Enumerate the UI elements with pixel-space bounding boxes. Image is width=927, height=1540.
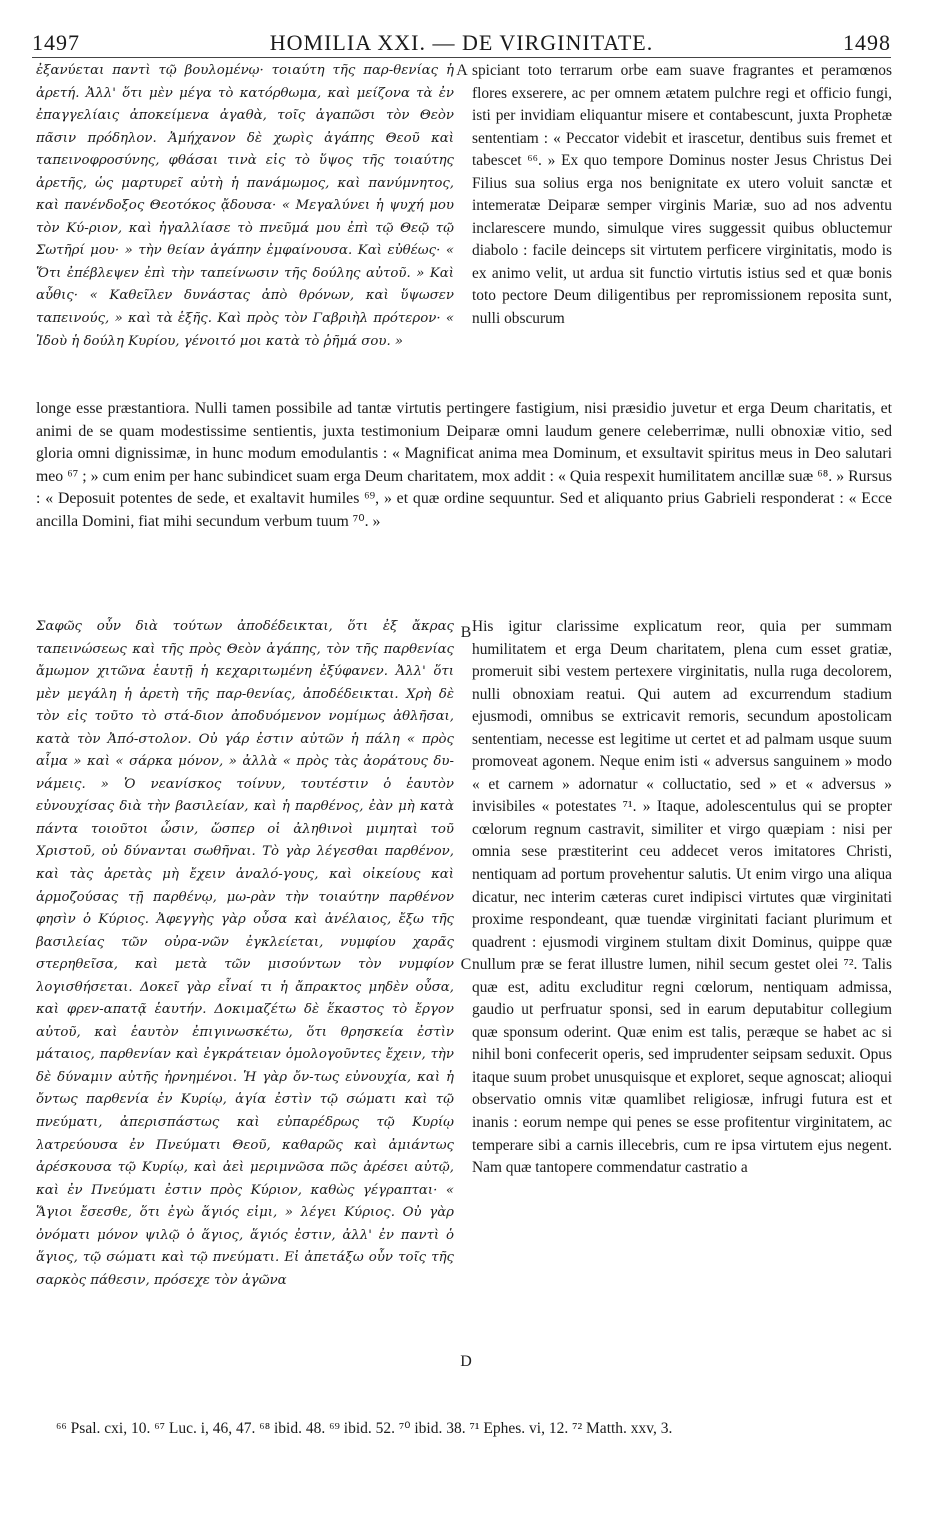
footnotes: ⁶⁶ Psal. cxi, 10. ⁶⁷ Luc. i, 46, 47. ⁶⁸ ibid. 48. ⁶⁹ ibid. 52. ⁷⁰ ibid. 38. ⁷¹ Ephes. vi, 12. ⁷² Matth. xxv, 3. (56, 1420, 673, 1437)
page-number-right: 1498 (843, 30, 891, 55)
latin-column-bottom: His igitur clarissime explicatum reor, quia per summam humilitatem et erga Deum charitatem, plena cum esset gratiæ, promeruit sibi vestem pertexere virginitatis, nulla ruga decolorem, nulli obnoxiam reatui. Qui autem ad excurrendum stadium ejusmodi, omnibus se extricavit remoris, secundum apostolicam sententiam, necesse est legitime ut certet et ad palmam usque suum promoveat agonem. Neque enim isti « adversus sanguinem » modo « et carnem » adornatur « colluctatio, sed » et « adversus » invisibiles « potestates ⁷¹. » Itaque, adolescentulus qui se propter cœlorum regnum castravit, similiter et virgo quæpiam : nisi per omnia sese præstiterint ceu addecet veros imitatores Christi, nentiquam ad portum provehentur salutis. Ut enim virgo una aliqua dicatur, nec interim cæteras curet indipisci virtutes quæ virginitati proxime respondeant, quæ tuendæ virginitati faciant plurimum et quadrent : ejusmodi virginem stultam dixit Dominus, quippe quæ nullum præ se ferat illustre lumen, nihil secum gestet olei ⁷². Talis quæ est, aditu excluditur regni cœlorum, nentiquam admissa, gaudio ut perfruatur sponsi, sed in earum deputabitur collegium quæ sponsum oderint. Quæ enim est talis, peræque se habet ac si nihil boni confecerit operis, sed imprudenter seipsam seduxit. Opus itaque suum probet unusquisque et exploret, seque agnoscat; alioqui observatio omnis vitæ quamlibet religiosæ, infrugi futura est et inanis : eorum nempe qui penes se esse profitentur virginitatem, ac temperare sibi a carnis illecebris, cum re ipsa virtutem ejus negent. Nam quæ tantopere commendatur castratio a (472, 618, 892, 1177)
latin-column-top: spiciant toto terrarum orbe eam suave fragrantes et peramœnos flores exserere, ac per omnem ætatem pulchre regi et officio fungi, isti per invidiam eliquantur misere et contabescunt, juxta Prophetæ sententiam : « Peccator videbit et irascetur, dentibus suis fremet et tabescet ⁶⁶. » Ex quo tempore Dominus noster Jesus Christus Dei Filius sua solius erga nos benignitate ex utero voluit sanctæ et intemeratæ Deiparæ semper virginis Mariæ, suo ad nos adventu inclarescere mundo, simulque vires suggessit quibus obluctemur diabolo : facile deinceps sit virtutem perficere virginitatis, modo is ex animo velit, ut ardua sit functio virtutis istius sed et quæ bonis toto pectore Deum diligentibus per repromissionem reposita sunt, nulli obscurum (472, 62, 892, 328)
header-rule (32, 57, 891, 58)
latin-full-width-block: longe esse præstantiora. Nulli tamen possibile ad tantæ virtutis pertingere fastigium, nisi præsidio juvetur et erga Deum charitatis, et animi de se quam modestissime sentientis, juxta testimonium Deiparæ omni laudum genere celeberrimæ, nulli obnoxiæ vitio, sed gloria omni dignissimæ, in hunc modum emodulantis : « Magnificat anima mea Dominum, et exsultavit spiritus meus in Deo salutari meo ⁶⁷ ; » cum enim per hanc subindicet suam erga Deum charitatem, mox addit : « Quia respexit humilitatem ancillæ suæ ⁶⁸. » Rursus : « Deposuit potentes de sede, et exaltavit humiles ⁶⁹, » et quæ ordine sequuntur. Sed et aliquanto prius Gabrieli responderat : « Ecce ancilla Domini, fiat mihi secundum verbum tuum ⁷⁰. » (36, 400, 892, 530)
margin-letter-c: C (460, 956, 472, 973)
page-number-left: 1497 (32, 30, 80, 55)
greek-column-bottom: Σαφῶς οὖν διὰ τούτων ἀποδέδεικται, ὅτι ἐξ ἄκρας ταπεινώσεως καὶ τῆς πρὸς Θεὸν ἀγάπης, τὸν τῆς παρθενίας ἄμωμον χιτῶνα ἑαυτῇ ἡ κεχαριτωμένη ἐξύφανεν. Ἀλλ' ὅτι μὲν μεγάλη ἡ ἀρετὴ τῆς παρ-θενίας, ἀποδέδεικται. Χρὴ δὲ τὸν εἰς τοῦτο τὸ στά-διον ἀποδυόμενον νομίμως ἀθλῆσαι, κατὰ τὸν Ἀπό-στολον. Οὐ γάρ ἐστιν αὐτῶν ἡ πάλη « πρὸς αἷμα » καὶ « σάρκα μόνον, » ἀλλὰ « πρὸς τὰς ἀοράτους δυ-νάμεις. » Ὁ νεανίσκος τοίνυν, τουτέστιν ὁ ἑαυτὸν εὐνουχίσας διὰ τὴν βασιλείαν, καὶ ἡ παρθένος, ἐὰν μὴ κατὰ πάντα τοιοῦτοι ὦσιν, ὥσπερ οἱ ἀληθινοὶ μιμηταὶ τοῦ Χριστοῦ, οὐ δύνανται σωθῆναι. Τὸ γὰρ λέγεσθαι παρθένον, καὶ τὰς ἀρετὰς μὴ ἔχειν ἀναλό-γους, καὶ οἰκείους καὶ ἁρμοζούσας τῇ παρθένῳ, μω-ρὰν τὴν τοιαύτην παρθένον φησὶν ὁ Κύριος. Ἀφεγγὴς γὰρ οὖσα καὶ ἀνέλαιος, ἔξω τῆς βασιλείας τῶν οὐρα-νῶν ἐγκλείεται, νυμφίου χαρᾶς στερηθεῖσα, καὶ μετὰ τῶν μισούντων τὸν νυμφίον λογισθήσεται. Δοκεῖ γὰρ εἶναί τι ἡ ἄπρακτος μηδὲν οὖσα, καὶ φρεν-απατᾷ ἑαυτήν. Δοκιμαζέτω δὲ ἕκαστος τὸ ἔργον αὐτοῦ, καὶ ἑαυτὸν ἐπιγινωσκέτω, ὅτι θρησκεία ἐστὶν μάταιος, παρθενίαν καὶ ἐγκράτειαν ὁμολογοῦντες ἔχειν, τὴν δὲ δύναμιν αὐτῆς ἠρνημένοι. Ἡ γὰρ ὄν-τως εὐνουχία, καὶ ἡ ὄντως παρθενία ἐν Κυρίῳ, ἁγία ἐστὶν τῷ σώματι καὶ τῷ πνεύματι, ἀπερισπάστως καὶ εὐπαρέδρως τῷ Κυρίῳ λατρεύουσα ἐν Πνεύματι Θεοῦ, καθαρῶς καὶ ἀμιάντως ἀρέσκουσα τῷ Κυρίῳ, καὶ ἀεὶ μεριμνῶσα πῶς ἀρέσει αὐτῷ, καὶ ἐν Πνεύματι ἐστιν πρὸς Κύριον, καθὼς γέγραπται· « Ἅγιοι ἔσεσθε, ὅτι ἐγὼ ἅγιός εἰμι, » λέγει Κύριος. Οὐ γὰρ ὀνόματι μόνον ψιλῷ ὁ ἅγιος, ἅγιός ἐστιν, ἀλλ' ἐν παντὶ ὁ ἅγιος, τῷ σώματι καὶ τῷ πνεύματι. Εἰ ἀπετάξω οὖν τοῖς τῆς σαρκὸς πάθεσιν, πρόσεχε τὸν ἀγῶνα (36, 619, 454, 1288)
margin-letter-a: A (456, 62, 468, 79)
margin-letter-b: B (460, 624, 472, 641)
running-title: HOMILIA XXI. — DE VIRGINITATE. (269, 30, 654, 55)
greek-column-top: ἐξανύεται παντὶ τῷ βουλομένῳ· τοιαύτη τῆς παρ-θενίας ἡ ἀρετή. Ἀλλ' ὅτι μὲν μέγα τὸ κατόρθωμα, καὶ μείζονα τὰ ἐν ἐπαγγελίαις ἀποκείμενα ἀγαθὰ, τοῖς ἀγαπῶσι τὸν Θεὸν πᾶσιν πρόδηλον. Ἀμήχανον δὲ χωρὶς ἀγάπης Θεοῦ καὶ ταπεινοφροσύνης, φθάσαι τινὰ εἰς τὸ ὕψος τῆς τοιαύτης ἀρετῆς, ὡς μαρτυρεῖ αὐτὴ ἡ πανάμωμος, καὶ πανύμνητος, καὶ πανένδοξος Θεοτόκος ᾄδουσα· « Μεγαλύνει ἡ ψυχή μου τὸν Κύ-ριον, καὶ ἠγαλλίασε τὸ πνεῦμά μου ἐπὶ τῷ Θεῷ τῷ Σωτῆρί μου· » τὴν θείαν ἀγάπην ἐμφαίνουσα. Καὶ εὐθέως· « Ὅτι ἐπέβλεψεν ἐπὶ τὴν ταπείνωσιν τῆς δούλης αὐτοῦ. » Καὶ αὖθις· « Καθεῖλεν δυνάστας ἀπὸ θρόνων, καὶ ὕψωσεν ταπεινούς, » καὶ τὰ ἑξῆς. Καὶ πρὸς τὸν Γαβριὴλ πρότερον· « Ἰδοὺ ἡ δούλη Κυρίου, γένοιτό μοι κατὰ τὸ ῥῆμά σου. » (36, 63, 454, 349)
page-header (32, 30, 891, 56)
margin-letter-d: D (460, 1353, 472, 1370)
